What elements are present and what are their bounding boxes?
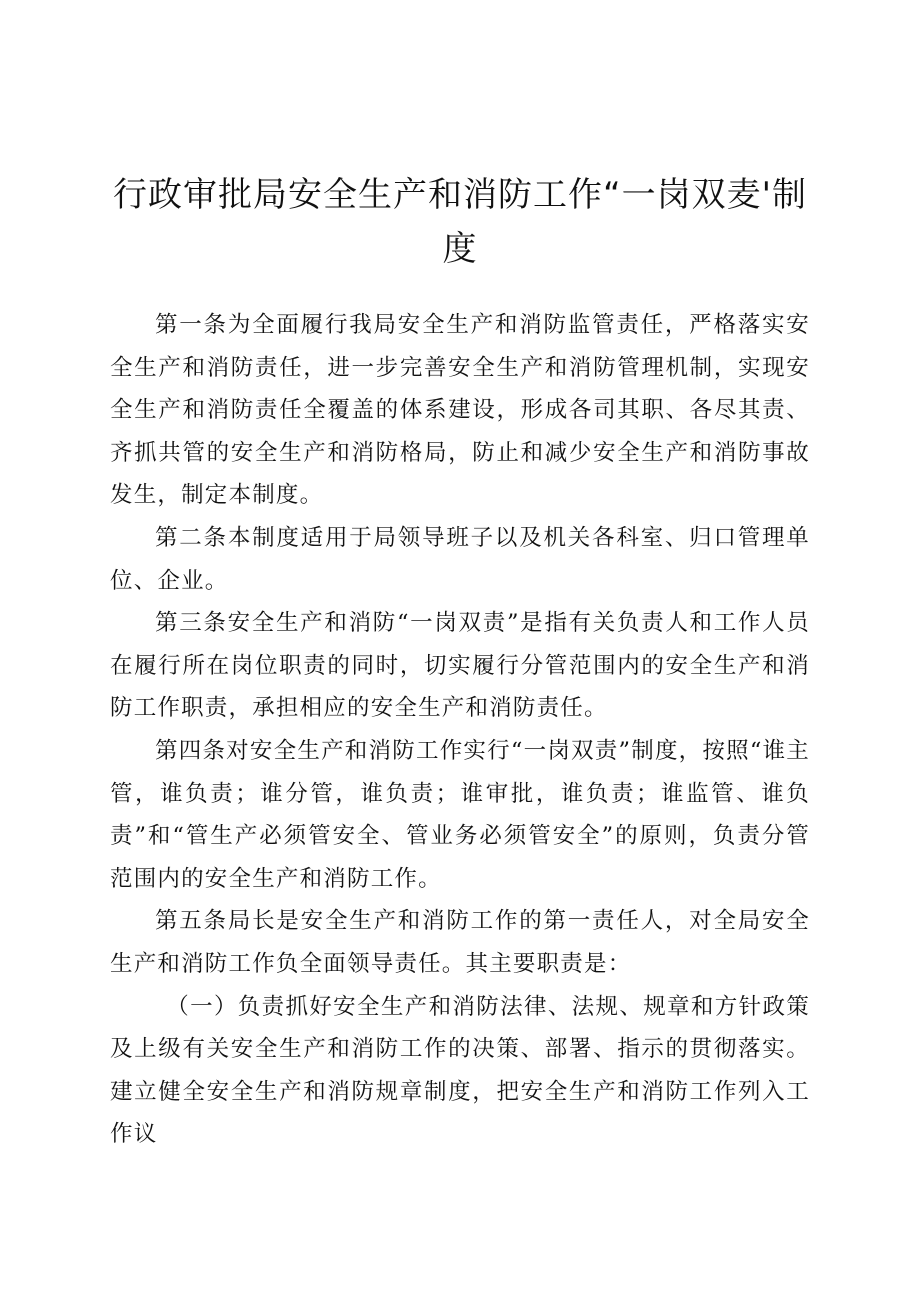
paragraph-article-5: 第五条局长是安全生产和消防工作的第一责任人，对全局安全生产和消防工作负全面领导责任。其主要职责是： — [110, 908, 810, 977]
document-body — [110, 304, 810, 1156]
paragraph-article-2: 第二条本制度适用于局领导班子以及机关各科室、归口管理单位、企业。 — [110, 524, 810, 594]
paragraph-item-1: （一）负责抓好安全生产和消防法律、法规、规章和方针政策及上级有关安全生产和消防工作的决策、部署、指示的贯彻落实。建立健全安全生产和消防规章制度，把安全生产和消防工作列入工作议 — [110, 993, 810, 1148]
paragraph-article-1: 第一条为全面履行我局安全生产和消防监管责任，严格落实安全生产和消防责任，进一步完善安全生产和消防管理机制，实现安全生产和消防责任全覆盖的体系建设，形成各司其职、各尽其责、齐抓共管的安全生产和消防格局，防止和减少安全生产和消防事故发生，制定本制度。 — [110, 312, 810, 509]
paragraph-article-4: 第四条对安全生产和消防工作实行“一岗双责”制度，按照“谁主管，谁负责；谁分管，谁负责；谁审批，谁负责；谁监管、谁负责”和“管生产必须管安全、管业务必须管安全”的原则，负责分管范围内的安全生产和消防工作。 — [110, 737, 810, 892]
document-title: 行政审批局安全生产和消防工作“一岗双麦'制度 — [113, 175, 807, 269]
paragraph-article-3: 第三条安全生产和消防“一岗双责”是指有关负责人和工作人员在履行所在岗位职责的同时，切实履行分管范围内的安全生产和消防工作职责，承担相应的安全生产和消防责任。 — [110, 610, 810, 722]
